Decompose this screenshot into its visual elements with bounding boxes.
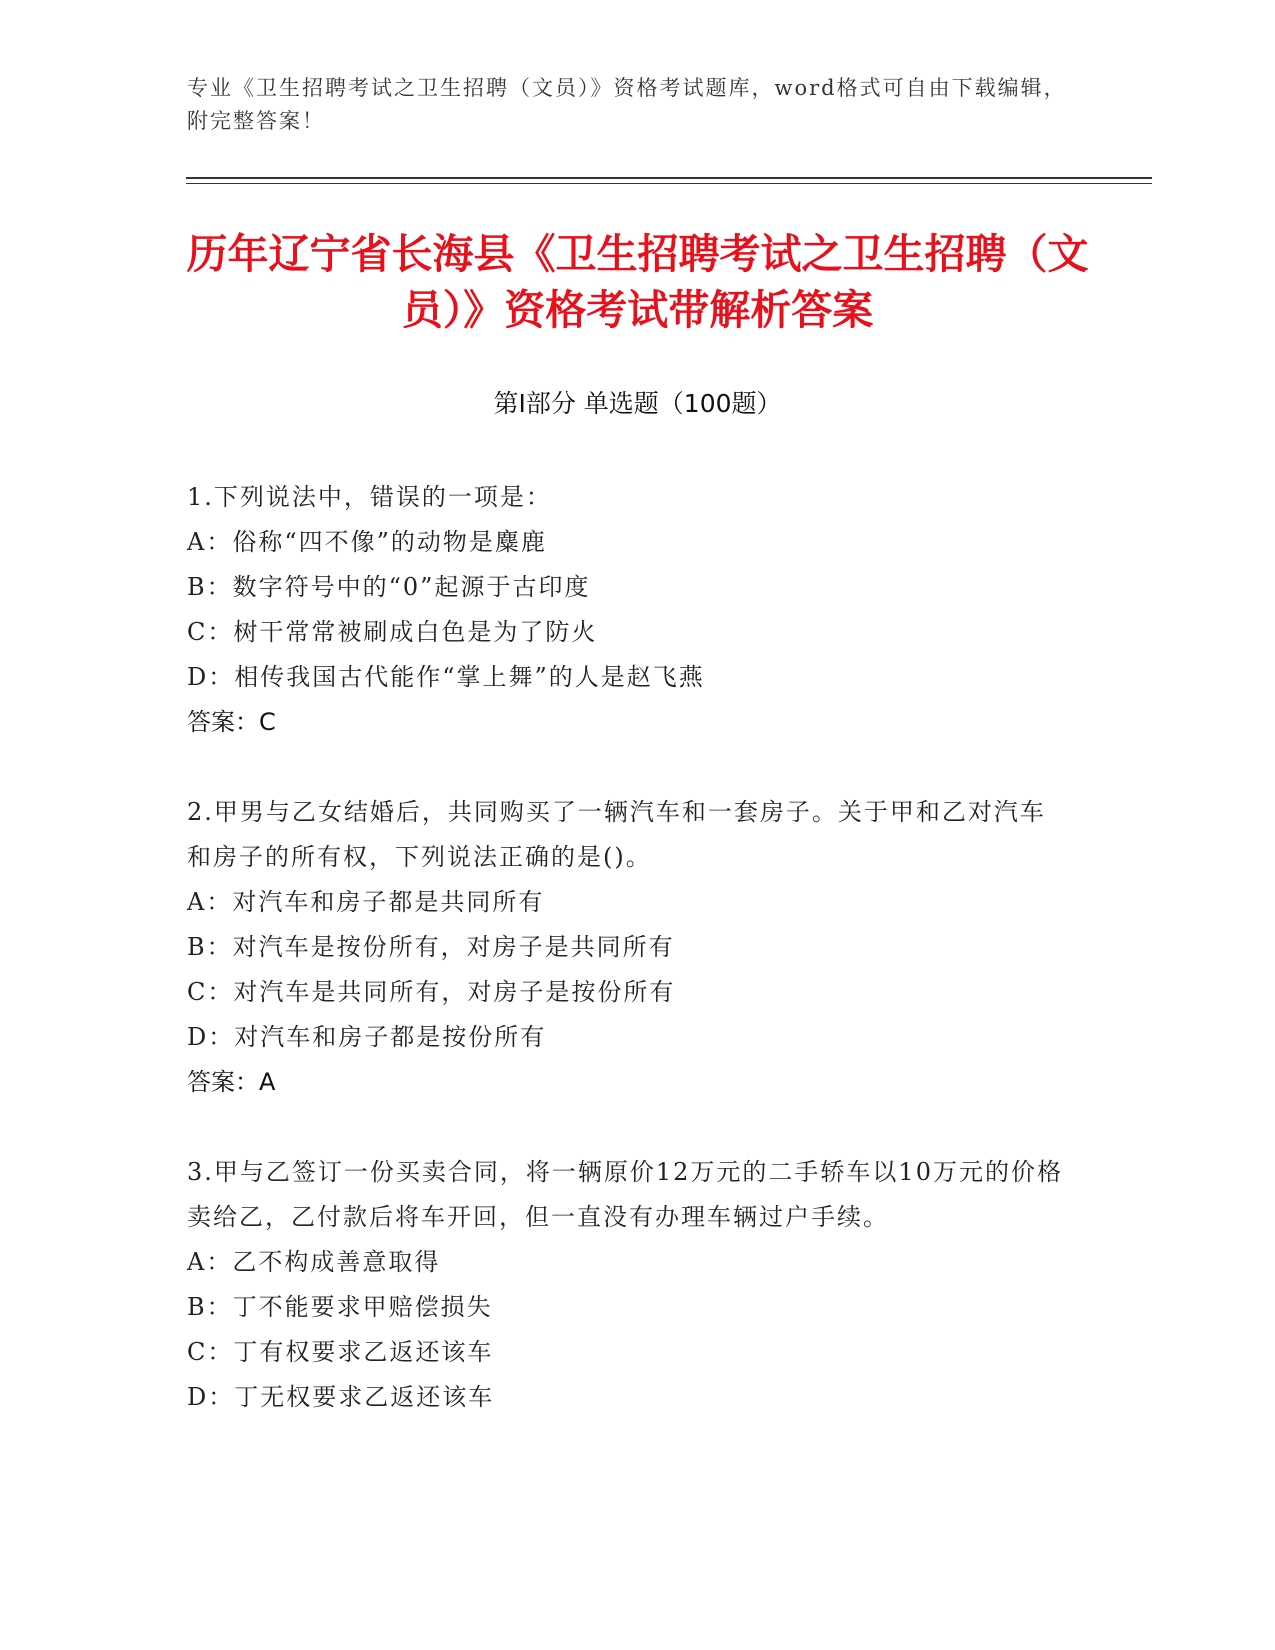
section-heading: 第Ⅰ部分 单选题（100题） xyxy=(493,389,782,418)
option-d: D：对汽车和房子都是按份所有 xyxy=(187,1023,547,1051)
option-a: A：乙不构成善意取得 xyxy=(187,1248,441,1276)
question-3 xyxy=(187,1150,1067,1420)
option-d: D：丁无权要求乙返还该车 xyxy=(187,1383,495,1411)
answer: 答案：A xyxy=(187,1068,276,1096)
option-b: B：数字符号中的“0”起源于古印度 xyxy=(187,573,591,601)
option-b: B：对汽车是按份所有，对房子是共同所有 xyxy=(187,933,675,961)
question-stem: 3.甲与乙签订一份买卖合同，将一辆原价12万元的二手轿车以10万元的价格卖给乙，乙付款后将车开回，但一直没有办理车辆过户手续。 xyxy=(187,1158,1063,1231)
answer: 答案：C xyxy=(187,708,276,736)
question-2 xyxy=(187,790,1067,1105)
header-rule-thick xyxy=(186,177,1152,179)
question-list xyxy=(187,475,1067,1420)
option-a: A：俗称“四不像”的动物是麋鹿 xyxy=(187,528,547,556)
question-spacer xyxy=(187,745,1067,790)
option-c: C：丁有权要求乙返还该车 xyxy=(187,1338,494,1366)
question-stem: 1.下列说法中，错误的一项是： xyxy=(187,483,552,511)
option-c: C：树干常常被刷成白色是为了防火 xyxy=(187,618,598,646)
option-c: C：对汽车是共同所有，对房子是按份所有 xyxy=(187,978,676,1006)
document-title: 历年辽宁省长海县《卫生招聘考试之卫生招聘（文员）》资格考试带解析答案 xyxy=(186,230,1089,334)
option-d: D：相传我国古代能作“掌上舞”的人是赵飞燕 xyxy=(187,663,705,691)
header-note: 专业《卫生招聘考试之卫生招聘（文员）》资格考试题库，word格式可自由下载编辑，附完整答案！ xyxy=(187,76,1067,133)
header-rule-thin xyxy=(186,183,1152,184)
question-stem: 2.甲男与乙女结婚后，共同购买了一辆汽车和一套房子。关于甲和乙对汽车和房子的所有权，下列说法正确的是()。 xyxy=(187,798,1046,871)
option-a: A：对汽车和房子都是共同所有 xyxy=(187,888,545,916)
question-1 xyxy=(187,475,1067,745)
question-spacer xyxy=(187,1105,1067,1150)
option-b: B：丁不能要求甲赔偿损失 xyxy=(187,1293,493,1321)
